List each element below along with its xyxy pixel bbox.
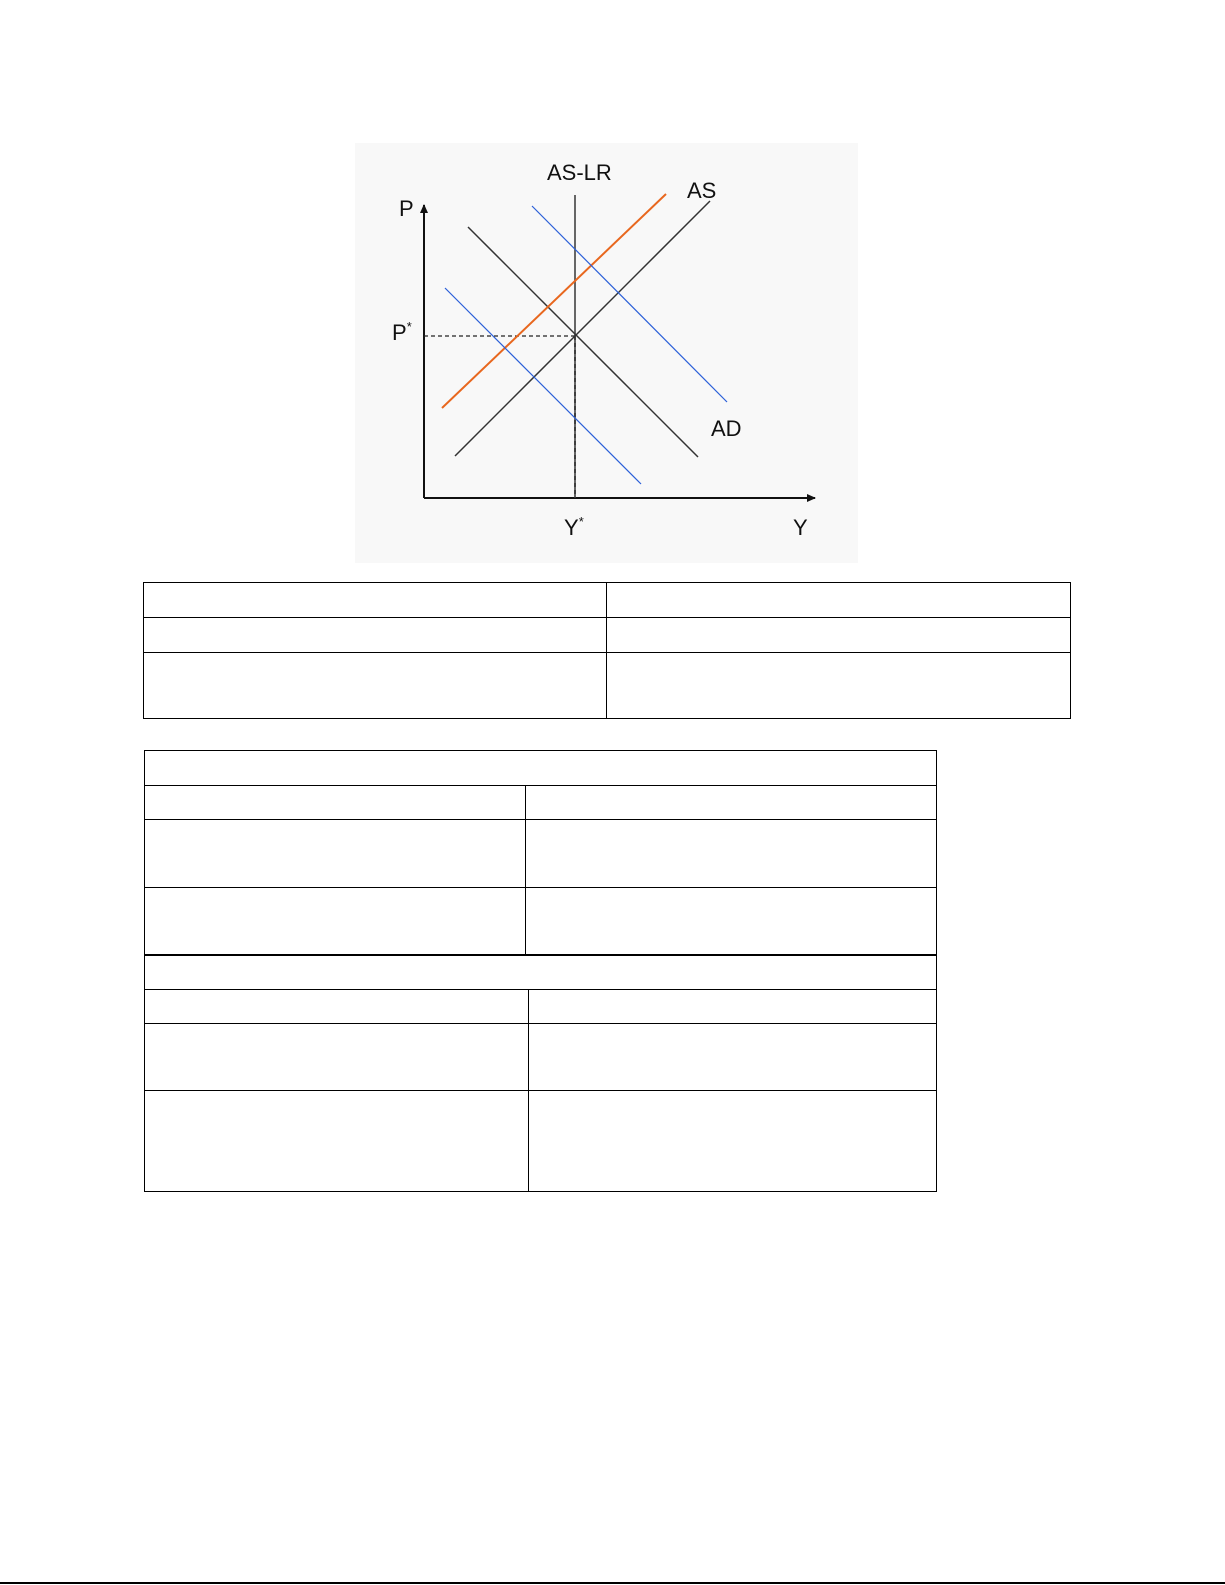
table-header-row (145, 956, 937, 990)
y-star-label: Y* (564, 514, 584, 540)
table-cell (529, 1091, 937, 1192)
page-bottom-rule (0, 1582, 1225, 1584)
table-cell (529, 990, 937, 1024)
table-row (145, 820, 937, 888)
table-cell (145, 956, 937, 990)
table-row (144, 653, 1071, 719)
table-cell (144, 583, 607, 618)
middle-answer-table (144, 750, 937, 955)
table-cell (607, 618, 1071, 653)
table-cell (145, 786, 526, 820)
table-cell (607, 653, 1071, 719)
ad-shifted-left-curve (445, 288, 641, 484)
as-label: AS (687, 178, 717, 203)
as-ad-diagram-canvas (355, 143, 858, 563)
p-axis-label: P (399, 196, 414, 221)
table-row (145, 990, 937, 1024)
table-cell (144, 618, 607, 653)
y-axis-label: Y (793, 515, 808, 540)
ad-shifted-right-curve (532, 206, 727, 402)
table-cell (145, 751, 937, 786)
table-cell (526, 786, 937, 820)
table-row (144, 618, 1071, 653)
ad-label: AD (711, 416, 742, 441)
table-row (145, 888, 937, 955)
table-cell (145, 820, 526, 888)
as-lr-label: AS-LR (547, 160, 612, 185)
table-cell (526, 888, 937, 955)
ad-curve (468, 227, 698, 457)
p-star-label: P* (392, 319, 412, 345)
top-answer-table (143, 582, 1071, 719)
table-row (144, 583, 1071, 618)
table-cell (145, 1024, 529, 1091)
table-cell (526, 820, 937, 888)
as-curve (455, 201, 710, 456)
table-row (145, 1091, 937, 1192)
table-cell (145, 1091, 529, 1192)
y-star-superscript: * (578, 514, 584, 529)
table-row (145, 1024, 937, 1091)
table-cell (607, 583, 1071, 618)
table-header-row (145, 751, 937, 786)
as-ad-diagram (355, 143, 858, 563)
table-cell (145, 888, 526, 955)
table-cell (144, 653, 607, 719)
as-shifted-curve (442, 194, 666, 408)
table-row (145, 786, 937, 820)
table-cell (145, 990, 529, 1024)
table-cell (529, 1024, 937, 1091)
lower-answer-table (144, 955, 937, 1192)
p-star-superscript: * (406, 319, 412, 334)
